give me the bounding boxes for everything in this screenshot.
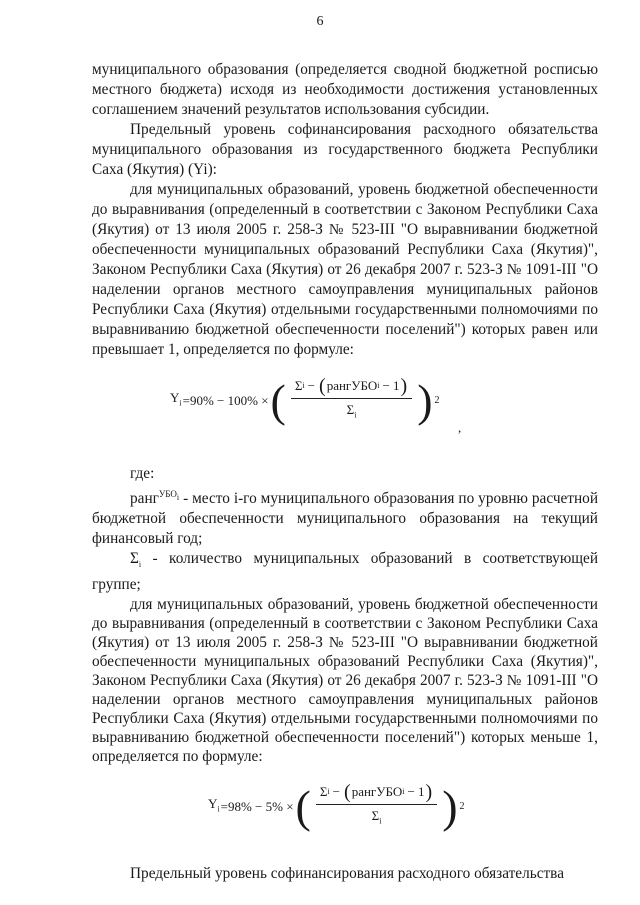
formula-1-fraction: [291, 376, 412, 426]
formula-2-denominator: $\Sigma_i$: [371, 808, 382, 826]
formula-2-numerator: Σ i − ( рангУБО i − 1 ): [316, 782, 437, 805]
paragraph-5: Предельный уровень софинансирования расходного обязательства: [130, 865, 564, 883]
sigma-definition: $\Sigma_i$ - количество муниципальных образований в соответствующей группе;: [92, 550, 599, 594]
formula-2-coeffs: =98% − 5% ×: [220, 798, 294, 814]
formula-1-coeffs: =90% − 100% ×: [182, 392, 269, 408]
paragraph-4: для муниципальных образований, уровень бюджетной обеспеченности до выравнивания (определенный в соответствии с Законом Республики Саха (Якутия) от 13 июля 2005 г. 258-З № 523-III "О выравнивании бюджетной обеспеченности муниципальных образований Республики Саха (Якутия)", Законом Республики Саха (Якутия) от 26 декабря 2007 г. 523-З № 1091-III "О наделении органов местного самоуправления муниципальных районов Республики Саха (Якутия) отдельными государственными полномочиями по выравниванию бюджетной обеспеченности поселений") которых меньше 1, определяется по формуле:: [92, 596, 598, 766]
where-label: где:: [130, 465, 155, 482]
page-number: 6: [316, 14, 324, 29]
paragraph-1: муниципального образования (определяется сводной бюджетной росписью местного бюджета) исходя из необходимости достижения установленных соглашением значений результатов использования субсидии.: [92, 61, 598, 118]
formula-2-fraction: [316, 782, 437, 832]
formula-1-comma: ,: [458, 420, 462, 435]
sigma-term: $\Sigma_i$: [130, 550, 142, 570]
formula-2: [92, 780, 598, 842]
paragraph-3: для муниципальных образований, уровень бюджетной обеспеченности до выравнивания (определенный в соответствии с Законом Республики Саха (Якутия) от 13 июля 2005 г. 258-З № 523-III "О выравнивании бюджетной обеспеченности муниципальных образований Республики Саха (Якутия)", Законом Республики Саха (Якутия) от 26 декабря 2007 г. 523-З № 1091-III "О наделении органов местного самоуправления муниципальных районов Республики Саха (Якутия) отдельными государственными полномочиями по выравниванию бюджетной обеспеченности поселений") которых равен или превышает 1, определяется по формуле:: [92, 181, 598, 358]
paragraph-2: Предельный уровень софинансирования расходного обязательства муниципального образования из государственного бюджета Республики Саха (Якутия) (Yi):: [92, 121, 598, 178]
rang-term: ранг$^{УБО_i}$: [130, 489, 180, 508]
document-body: [92, 60, 598, 884]
formula-1-numerator: Σ i − ( рангУБО i − 1 ): [291, 376, 412, 399]
left-paren: (: [270, 374, 286, 426]
right-paren: ): [442, 780, 458, 832]
right-paren: ): [417, 374, 433, 426]
formula-1-denominator: $\Sigma_i$: [346, 402, 357, 420]
formula-1-power: 2: [434, 394, 440, 406]
formula-1: [92, 370, 598, 442]
rang-definition: ранг$^{УБО_i}$ - место i-го муниципального образования по уровню расчетной бюджетной обеспеченности муниципального образования на текущий финансовый год;: [92, 489, 599, 548]
formula-2-lhs: $Y_i$: [208, 796, 220, 814]
formula-2-power: 2: [459, 800, 465, 812]
left-paren: (: [295, 780, 311, 832]
formula-1-lhs: $Y_i$: [170, 390, 182, 408]
